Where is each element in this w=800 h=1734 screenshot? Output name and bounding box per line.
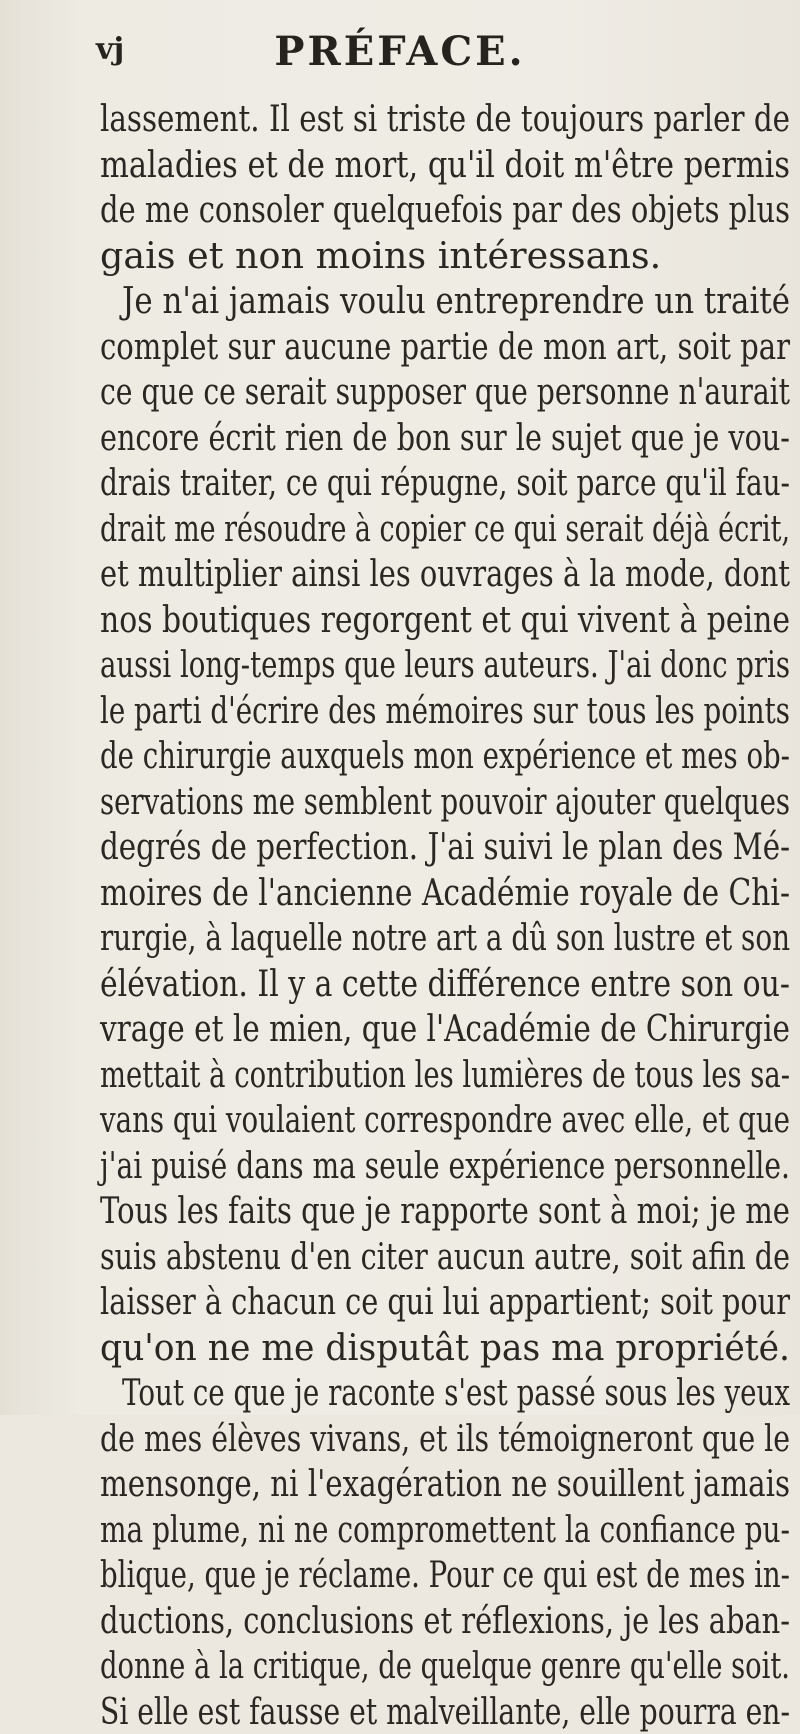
- page-number: vj: [96, 32, 124, 67]
- text-line: Je n'ai jamais voulu entreprendre un traité: [100, 278, 790, 324]
- text-line: nos boutiques regorgent et qui vivent à peine: [100, 597, 790, 643]
- text-line: servations me semblent pouvoir ajouter quelques: [100, 779, 790, 825]
- text-line: Tout ce que je raconte s'est passé sous les yeux: [100, 1370, 790, 1416]
- text-line: le parti d'écrire des mémoires sur tous les points: [100, 688, 790, 734]
- text-line: degrés de perfection. J'ai suivi le plan des Mé-: [100, 824, 790, 870]
- text-line: moires de l'ancienne Académie royale de Chi-: [100, 870, 790, 916]
- text-line: donne à la critique, de quelque genre qu'elle soit.: [100, 1643, 790, 1689]
- text-line: gais et non moins intéressans.: [100, 233, 790, 279]
- text-line: mettait à contribution les lumières de tous les sa-: [100, 1052, 790, 1098]
- text-line: aussi long-temps que leurs auteurs. J'ai donc pris: [100, 642, 790, 688]
- text-line: laisser à chacun ce qui lui appartient; soit pour: [100, 1279, 790, 1325]
- text-line: et multiplier ainsi les ouvrages à la mode, dont: [100, 551, 790, 597]
- text-line: encore écrit rien de bon sur le sujet que je vou-: [100, 415, 790, 461]
- text-line: mensonge, ni l'exagération ne souillent jamais: [100, 1461, 790, 1507]
- text-line: de me consoler quelquefois par des objets plus: [100, 187, 790, 233]
- text-line: rurgie, à laquelle notre art a dû son lustre et son: [100, 915, 790, 961]
- text-line: élévation. Il y a cette différence entre son ou-: [100, 961, 790, 1007]
- text-line: drais traiter, ce qui répugne, soit parce qu'il fau-: [100, 460, 790, 506]
- text-line: Si elle est fausse et malveillante, elle pourra en-: [100, 1689, 790, 1734]
- body-text: [100, 96, 790, 1734]
- text-line: de mes élèves vivans, et ils témoigneront que le: [100, 1416, 790, 1462]
- text-line: vans qui voulaient correspondre avec elle, et que: [100, 1097, 790, 1143]
- text-line: ductions, conclusions et réflexions, je les aban-: [100, 1598, 790, 1644]
- text-line: Tous les faits que je rapporte sont à moi; je me: [100, 1188, 790, 1234]
- text-line: blique, que je réclame. Pour ce qui est de mes in-: [100, 1552, 790, 1598]
- text-line: maladies et de mort, qu'il doit m'être permis: [100, 142, 790, 188]
- text-line: suis abstenu d'en citer aucun autre, soit afin de: [100, 1234, 790, 1280]
- text-line: ma plume, ni ne compromettent la confiance pu-: [100, 1507, 790, 1553]
- text-line: complet sur aucune partie de mon art, soit par: [100, 324, 790, 370]
- text-line: vrage et le mien, que l'Académie de Chirurgie: [100, 1006, 790, 1052]
- text-line: ce que ce serait supposer que personne n'aurait: [100, 369, 790, 415]
- page-header: [0, 28, 800, 78]
- text-line: lassement. Il est si triste de toujours parler de: [100, 96, 790, 142]
- running-head: PRÉFACE.: [0, 28, 800, 75]
- text-line: qu'on ne me disputât pas ma propriété.: [100, 1325, 790, 1371]
- text-line: de chirurgie auxquels mon expérience et mes ob-: [100, 733, 790, 779]
- text-line: j'ai puisé dans ma seule expérience personnelle.: [100, 1143, 790, 1189]
- text-line: drait me résoudre à copier ce qui serait déjà écrit,: [100, 506, 790, 552]
